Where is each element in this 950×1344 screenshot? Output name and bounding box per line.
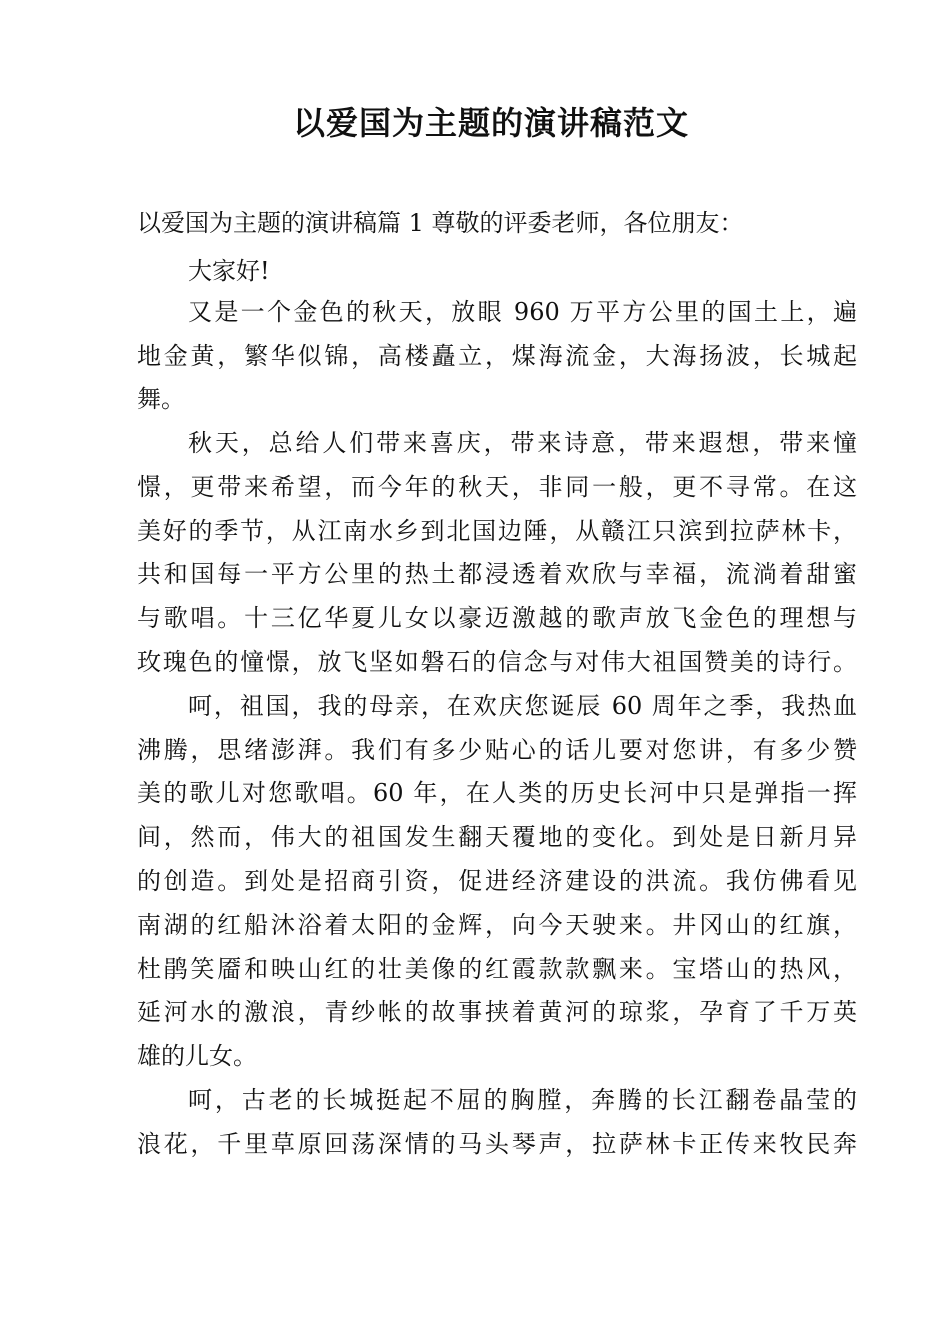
body-line: 以爱国为主题的演讲稿篇 1 尊敬的评委老师，各位朋友： bbox=[137, 209, 744, 237]
body-line: 与歌唱。十三亿华夏儿女以豪迈激越的歌声放飞金色的理想与 bbox=[137, 604, 857, 632]
body-line: 大家好! bbox=[188, 257, 270, 285]
body-line: 杜鹃笑靥和映山红的壮美像的红霞款款飘来。宝塔山的热风， bbox=[137, 955, 857, 983]
body-line: 呵，古老的长城挺起不屈的胸膛，奔腾的长江翻卷晶莹的 bbox=[188, 1086, 857, 1114]
body-line: 玫瑰色的憧憬，放飞坚如磐石的信念与对伟大祖国赞美的诗行。 bbox=[137, 648, 857, 676]
body-line: 美好的季节，从江南水乡到北国边陲，从赣江只滨到拉萨林卡， bbox=[137, 517, 857, 545]
body-line: 的创造。到处是招商引资，促进经济建设的洪流。我仿佛看见 bbox=[137, 867, 857, 895]
body-line: 美的歌儿对您歌唱。60 年，在人类的历史长河中只是弹指一挥 bbox=[137, 779, 857, 807]
body-line: 舞。 bbox=[137, 385, 185, 413]
body-line: 雄的儿女。 bbox=[137, 1042, 257, 1070]
body-line: 又是一个金色的秋天，放眼 960 万平方公里的国土上，遍 bbox=[188, 298, 857, 326]
body-line: 秋天，总给人们带来喜庆，带来诗意，带来遐想，带来憧 bbox=[188, 429, 857, 457]
body-line: 浪花，千里草原回荡深情的马头琴声，拉萨林卡正传来牧民奔 bbox=[137, 1130, 857, 1158]
body-line: 间，然而，伟大的祖国发生翻天覆地的变化。到处是日新月异 bbox=[137, 823, 857, 851]
body-line: 延河水的激浪，青纱帐的故事挟着黄河的琼浆，孕育了千万英 bbox=[137, 998, 857, 1026]
body-line: 南湖的红船沐浴着太阳的金辉，向今天驶来。井冈山的红旗， bbox=[137, 911, 857, 939]
body-line: 憬，更带来希望，而今年的秋天，非同一般，更不寻常。在这 bbox=[137, 473, 857, 501]
body-line: 呵，祖国，我的母亲，在欢庆您诞辰 60 周年之季，我热血 bbox=[188, 692, 857, 720]
body-line: 地金黄，繁华似锦，高楼矗立，煤海流金，大海扬波，长城起 bbox=[137, 342, 857, 370]
body-line: 沸腾，思绪澎湃。我们有多少贴心的话儿要对您讲，有多少赞 bbox=[137, 736, 857, 764]
body-line: 共和国每一平方公里的热土都浸透着欢欣与幸福，流淌着甜蜜 bbox=[137, 560, 857, 588]
document-title: 以爱国为主题的演讲稿范文 bbox=[292, 104, 689, 142]
